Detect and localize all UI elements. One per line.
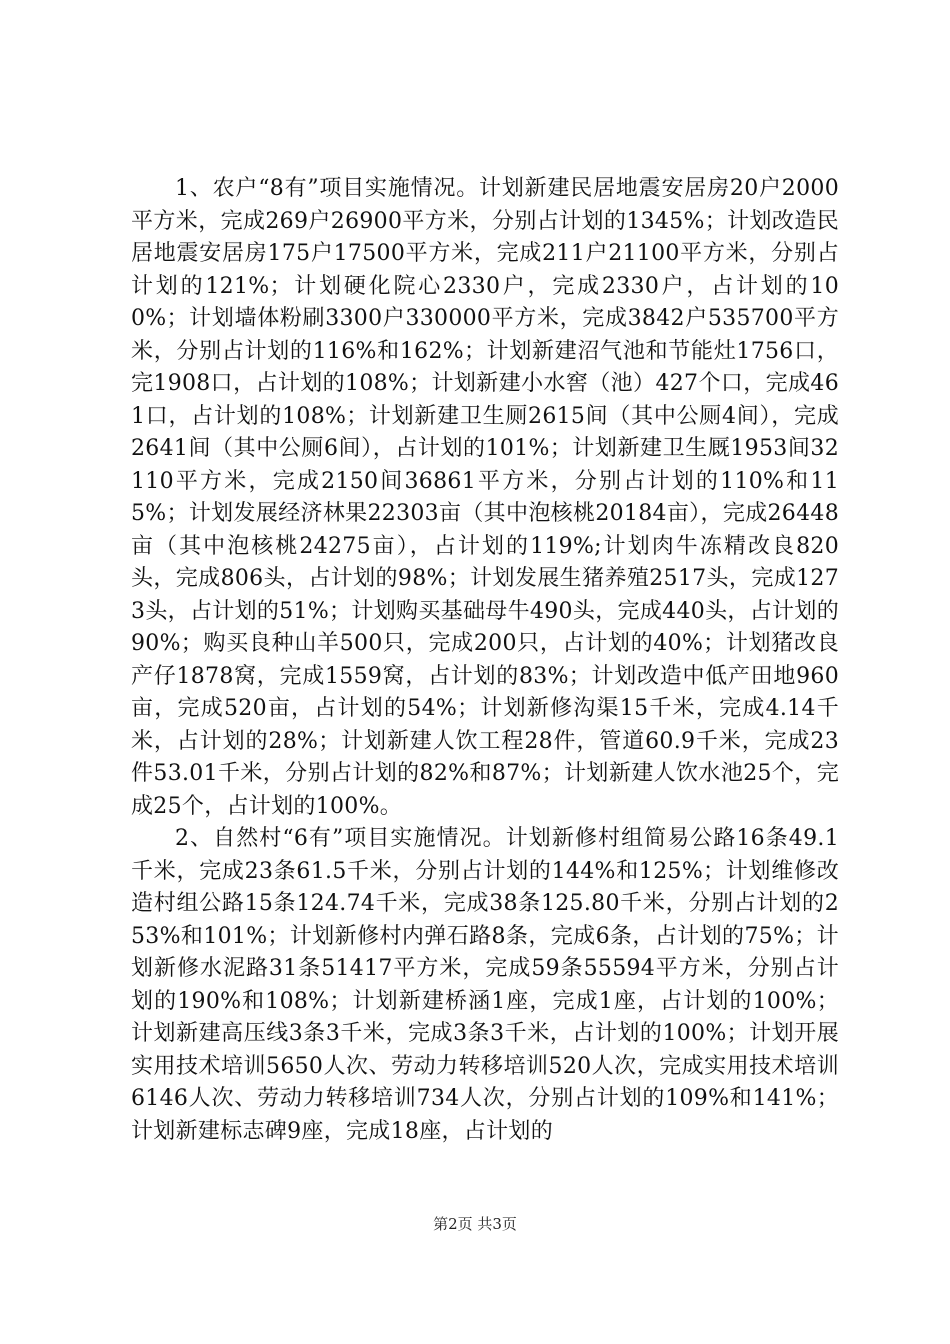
document-body	[131, 173, 839, 1148]
page-number-footer: 第2页 共3页	[433, 1215, 517, 1233]
paragraph-village-projects: 2、自然村“6有”项目实施情况。计划新修村组简易公路16条49.1千米，完成23条61.5千米，分别占计划的144%和125%；计划维修改造村组公路15条124.74千米，完成38条125.80千米，分别占计划的253%和101%；计划新修村内弹石路8条，完成6条，占计划的75%；计划新修水泥路31条51417平方米，完成59条55594平方米，分别占计划的190%和108%；计划新建桥涵1座，完成1座，占计划的100%；计划新建高压线3条3千米，完成3条3千米，占计划的100%；计划开展实用技术培训5650人次、劳动力转移培训520人次，完成实用技术培训6146人次、劳动力转移培训734人次，分别占计划的109%和141%；计划新建标志碑9座，完成18座，占计划的	[131, 826, 839, 1144]
paragraph-farmer-projects: 1、农户“8有”项目实施情况。计划新建民居地震安居房20户2000平方米，完成269户26900平方米，分别占计划的1345%；计划改造民居地震安居房175户17500平方米，完成211户21100平方米，分别占计划的121%；计划硬化院心2330户，完成2330户，占计划的100%；计划墙体粉刷3300户330000平方米，完成3842户535700平方米，分别占计划的116%和162%；计划新建沼气池和节能灶1756口，完1908口，占计划的108%；计划新建小水窖（池）427个口，完成461口，占计划的108%；计划新建卫生厕2615间（其中公厕4间），完成2641间（其中公厕6间），占计划的101%；计划新建卫生厩1953间32110平方米，完成2150间36861平方米，分别占计划的110%和115%；计划发展经济林果22303亩（其中泡核桃20184亩），完成26448亩（其中泡核桃24275亩），占计划的119%;计划肉牛冻精改良820头，完成806头，占计划的98%；计划发展生猪养殖2517头，完成1273头，占计划的51%；计划购买基础母牛490头，完成440头，占计划的90%；购买良种山羊500只，完成200只，占计划的40%；计划猪改良产仔1878窝，完成1559窝，占计划的83%；计划改造中低产田地960亩，完成520亩，占计划的54%；计划新修沟渠15千米，完成4.14千米，占计划的28%；计划新建人饮工程28件，管道60.9千米，完成23件53.01千米，分别占计划的82%和87%；计划新建人饮水池25个，完成25个，占计划的100%。	[131, 176, 839, 819]
